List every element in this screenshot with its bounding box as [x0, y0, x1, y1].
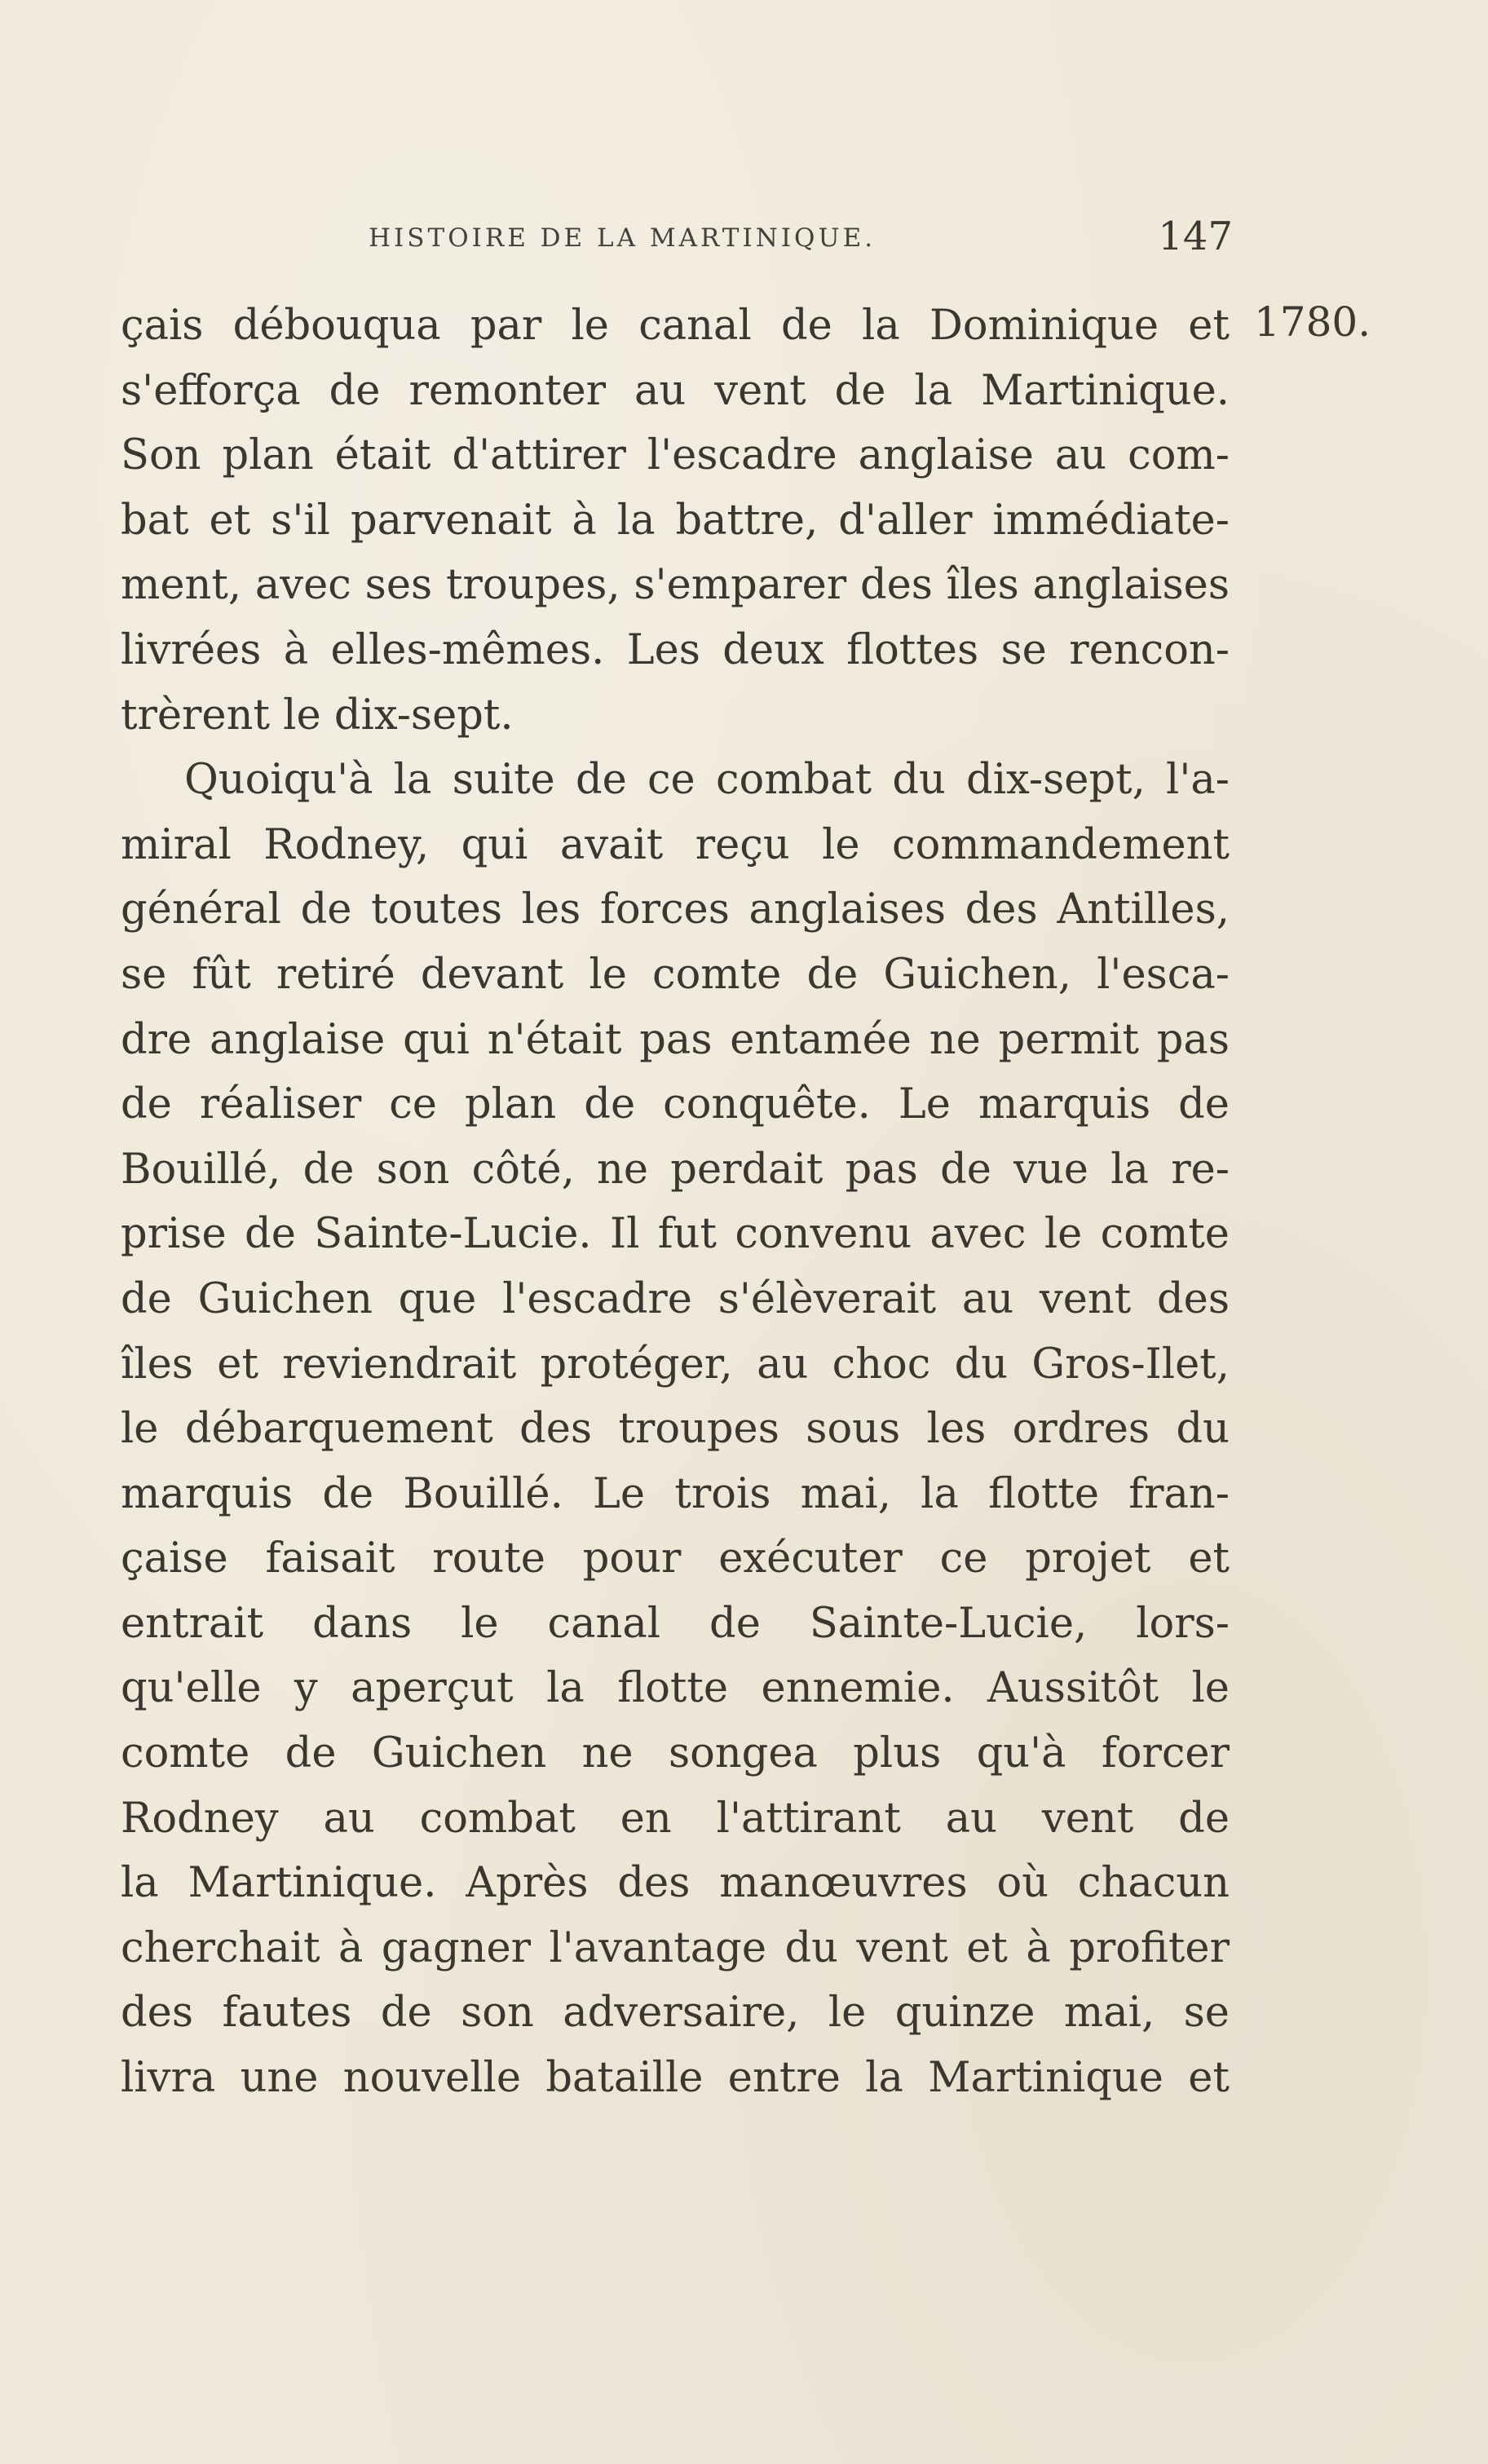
text-line: Rodney au combat en l'attirant au vent de: [121, 1794, 1230, 1843]
text-line: se fût retiré devant le comte de Guichen, l'esca-: [121, 950, 1230, 999]
text-line: livrées à elles-mêmes. Les deux flottes se rencon-: [121, 625, 1230, 674]
text-line: général de toutes les forces anglaises des Antilles,: [121, 885, 1230, 934]
text-line: des fautes de son adversaire, le quinze mai, se: [121, 1989, 1230, 2038]
text-line: de Guichen que l'escadre s'élèverait au vent des: [121, 1274, 1230, 1323]
text-line: cherchait à gagner l'avantage du vent et à profiter: [121, 1923, 1230, 1972]
text-line: la Martinique. Après des manœuvres où chacun: [121, 1859, 1230, 1908]
paragraph: [121, 748, 1230, 2110]
body-text: [121, 294, 1230, 2111]
text-line: marquis de Bouillé. Le trois mai, la flotte fran-: [121, 1469, 1230, 1518]
text-line: Son plan était d'attirer l'escadre anglaise au com-: [121, 431, 1230, 480]
text-line: çaise faisait route pour exécuter ce projet et: [121, 1534, 1230, 1583]
running-head: HISTOIRE DE LA MARTINIQUE.: [369, 223, 876, 253]
paragraph: [121, 294, 1230, 748]
text-line: ment, avec ses troupes, s'emparer des îles anglaises: [121, 561, 1230, 610]
text-line: s'efforça de remonter au vent de la Martinique.: [121, 366, 1230, 415]
text-line: comte de Guichen ne songea plus qu'à forcer: [121, 1729, 1230, 1778]
text-line: entrait dans le canal de Sainte-Lucie, lors-: [121, 1599, 1230, 1648]
text-line: çais débouqua par le canal de la Dominique et: [121, 302, 1230, 350]
text-line: le débarquement des troupes sous les ordres du: [121, 1405, 1230, 1454]
page-header: [369, 214, 1233, 271]
text-line: livra une nouvelle bataille entre la Martinique et: [121, 2054, 1230, 2103]
text-line: Bouillé, de son côté, ne perdait pas de vue la re-: [121, 1145, 1230, 1194]
text-line: qu'elle y aperçut la flotte ennemie. Aussitôt le: [121, 1664, 1230, 1713]
text-line: îles et reviendrait protéger, au choc du Gros-Ilet,: [121, 1340, 1230, 1389]
text-line: trèrent le dix-sept.: [121, 691, 514, 740]
text-line: miral Rodney, qui avait reçu le commandement: [121, 820, 1230, 869]
text-line: bat et s'il parvenait à la battre, d'aller immédiate-: [121, 496, 1230, 545]
text-line: Quoiqu'à la suite de ce combat du dix-sept, l'a-: [184, 756, 1230, 805]
page-number: 147: [1158, 214, 1233, 259]
text-line: prise de Sainte-Lucie. Il fut convenu avec le comte: [121, 1210, 1230, 1259]
text-line: de réaliser ce plan de conquête. Le marquis de: [121, 1080, 1230, 1129]
text-line: dre anglaise qui n'était pas entamée ne permit pas: [121, 1015, 1230, 1064]
margin-year-note: 1780.: [1254, 298, 1371, 346]
